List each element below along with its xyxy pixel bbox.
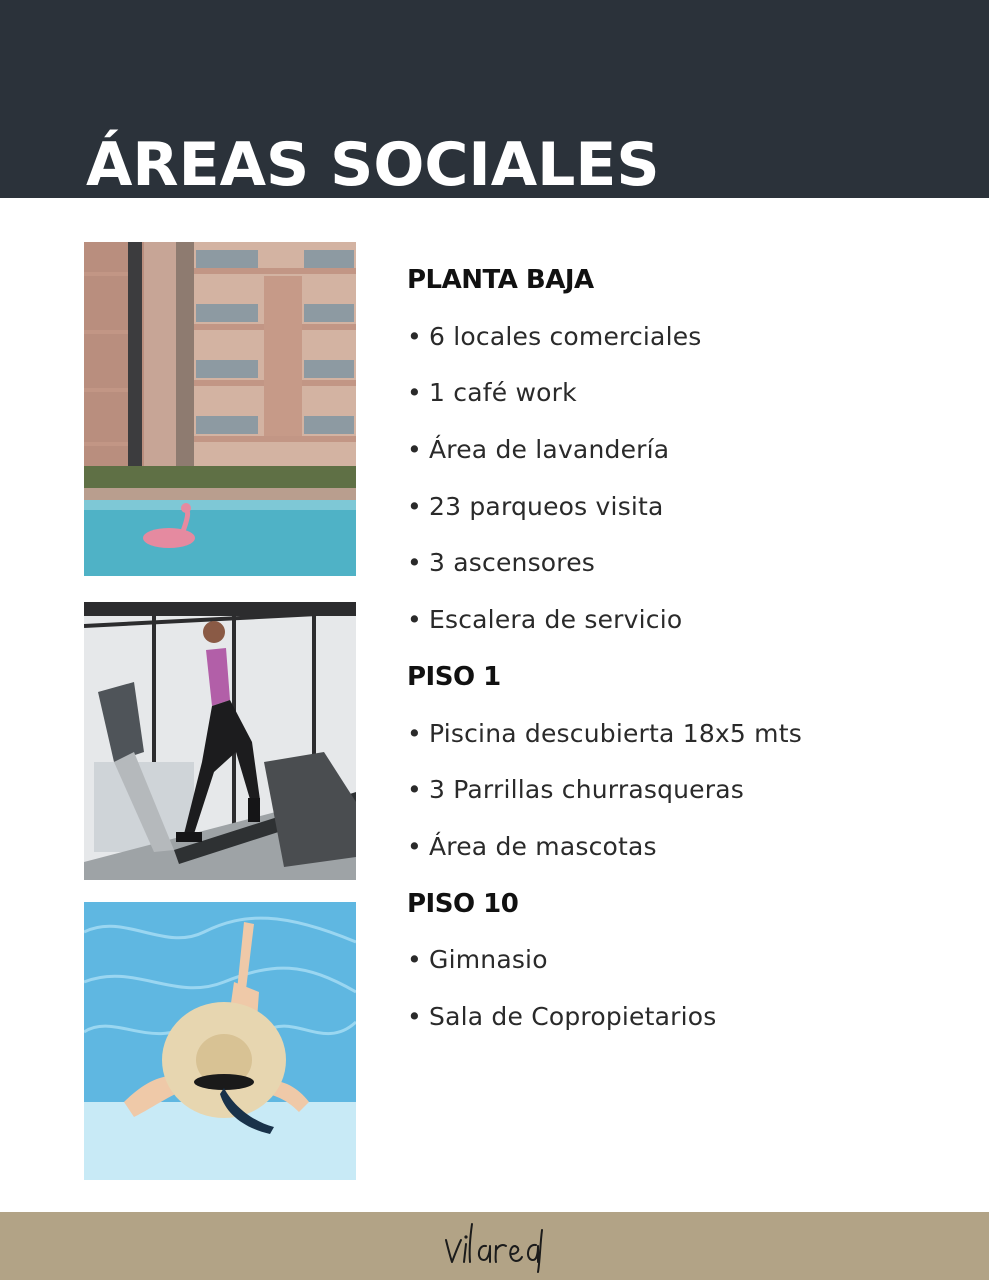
list-item (407, 535, 967, 592)
bullet: • (407, 775, 422, 805)
list-item-label: Área de mascotas (429, 831, 657, 861)
vilareal-logo (0, 1212, 989, 1280)
section-title-piso-1: PISO 1 (407, 661, 501, 692)
bullet: • (407, 378, 422, 408)
list-item (407, 819, 967, 876)
bullet: • (407, 1001, 422, 1031)
list-item-label: 6 locales comerciales (429, 321, 702, 351)
bullet: • (407, 605, 422, 635)
footer-bar (0, 1212, 989, 1280)
list-item-label: Piscina descubierta 18x5 mts (429, 718, 802, 748)
amenities-list (407, 252, 967, 1046)
list-item-label: 1 café work (429, 378, 577, 408)
list-item (407, 365, 967, 422)
list-item-label: Área de lavandería (429, 435, 670, 465)
list-item (407, 706, 967, 763)
list-item (407, 592, 967, 649)
treadmill-runner-photo (84, 602, 356, 880)
list-item-label: Sala de Copropietarios (429, 1001, 717, 1031)
bullet: • (407, 718, 422, 748)
pool-sunhat-woman-photo (84, 902, 356, 1180)
list-item (407, 422, 967, 479)
list-item-label: Escalera de servicio (429, 605, 683, 635)
building-pool-flamingo-photo (84, 242, 356, 576)
bullet: • (407, 321, 422, 351)
list-item-label: 3 Parrillas churrasqueras (429, 775, 744, 805)
bullet: • (407, 435, 422, 465)
section-title-piso-10: PISO 10 (407, 888, 519, 919)
bullet: • (407, 831, 422, 861)
page-title: ÁREAS SOCIALES (86, 130, 660, 200)
header-banner (0, 0, 989, 198)
list-item (407, 932, 967, 989)
section-title-planta-baja: PLANTA BAJA (407, 265, 594, 295)
list-item-label: 23 parqueos visita (429, 491, 664, 521)
bullet: • (407, 548, 422, 578)
bullet: • (407, 945, 422, 975)
list-item (407, 989, 967, 1046)
list-item (407, 762, 967, 819)
bullet: • (407, 491, 422, 521)
list-item-label: Gimnasio (429, 945, 548, 975)
list-item-label: 3 ascensores (429, 548, 596, 578)
list-item (407, 479, 967, 536)
list-item (407, 309, 967, 366)
